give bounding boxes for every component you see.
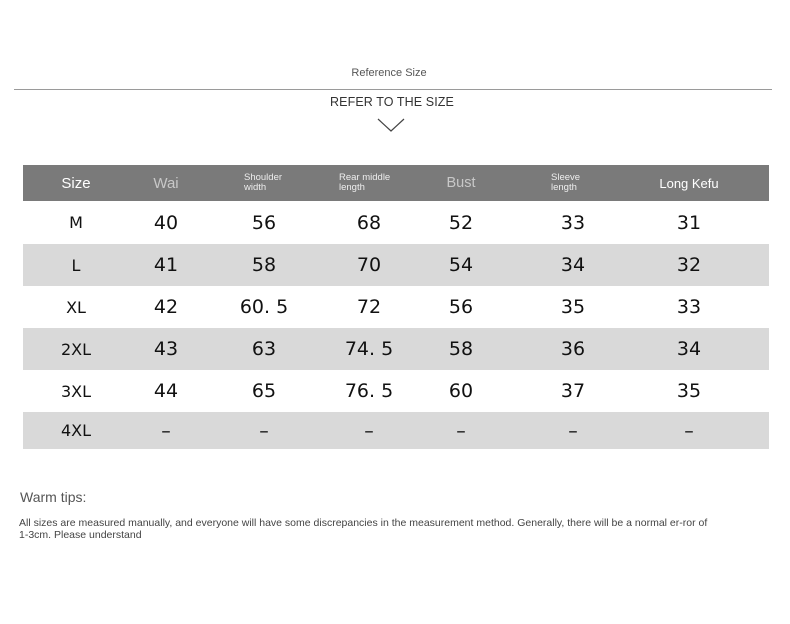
cell-size: XL bbox=[66, 297, 86, 317]
cell-wai: 43 bbox=[153, 338, 179, 360]
cell-bust: 58 bbox=[448, 338, 474, 360]
table-row bbox=[23, 244, 769, 286]
cell-shoulder: – bbox=[259, 419, 269, 442]
cell-shoulder: 63 bbox=[251, 338, 277, 360]
cell-sleeve: – bbox=[568, 419, 578, 442]
cell-rear: 72 bbox=[356, 296, 382, 318]
table-row bbox=[23, 286, 769, 328]
table-row bbox=[23, 370, 769, 412]
cell-long: 33 bbox=[676, 296, 702, 318]
header-rear-middle-length: Rear middle length bbox=[339, 172, 391, 193]
cell-long: 35 bbox=[676, 380, 702, 402]
table-row bbox=[23, 201, 769, 244]
cell-rear: 68 bbox=[356, 211, 382, 234]
cell-bust: 56 bbox=[448, 296, 474, 318]
warm-tips-title: Warm tips: bbox=[20, 489, 87, 505]
cell-wai: 40 bbox=[153, 211, 179, 234]
cell-sleeve: 34 bbox=[560, 254, 586, 276]
cell-rear: 76. 5 bbox=[344, 380, 394, 402]
cell-rear: – bbox=[364, 419, 374, 442]
cell-bust: 52 bbox=[448, 211, 474, 234]
reference-size-label: Reference Size bbox=[351, 67, 427, 79]
cell-size: 2XL bbox=[60, 339, 92, 359]
cell-sleeve: 37 bbox=[560, 380, 586, 402]
cell-long: 34 bbox=[676, 338, 702, 360]
cell-rear: 74. 5 bbox=[344, 338, 394, 360]
table-header-row bbox=[23, 165, 769, 201]
header-shoulder-width: Shoulder width bbox=[244, 172, 283, 193]
cell-wai: 42 bbox=[153, 296, 179, 318]
size-table bbox=[23, 165, 769, 449]
chevron-down-icon bbox=[376, 116, 406, 134]
cell-wai: – bbox=[161, 419, 171, 442]
table-row bbox=[23, 412, 769, 449]
cell-shoulder: 60. 5 bbox=[239, 296, 289, 318]
cell-long: 31 bbox=[676, 211, 702, 234]
cell-size: 3XL bbox=[60, 381, 92, 401]
cell-sleeve: 35 bbox=[560, 296, 586, 318]
cell-rear: 70 bbox=[356, 254, 382, 276]
cell-long: 32 bbox=[676, 254, 702, 276]
cell-size: 4XL bbox=[60, 421, 92, 440]
cell-wai: 44 bbox=[153, 380, 179, 402]
cell-size: M bbox=[69, 213, 83, 232]
divider-line bbox=[14, 89, 772, 90]
refer-to-size-title: REFER TO THE SIZE bbox=[330, 95, 454, 109]
cell-long: – bbox=[684, 419, 694, 442]
cell-bust: 54 bbox=[448, 254, 474, 276]
cell-shoulder: 58 bbox=[251, 254, 277, 276]
cell-shoulder: 56 bbox=[251, 211, 277, 234]
cell-shoulder: 65 bbox=[251, 380, 277, 402]
cell-bust: – bbox=[456, 419, 466, 442]
header-wai: Wai bbox=[153, 174, 179, 192]
table-row bbox=[23, 328, 769, 370]
cell-sleeve: 33 bbox=[560, 211, 586, 234]
cell-size: L bbox=[71, 255, 81, 275]
cell-bust: 60 bbox=[448, 380, 474, 402]
cell-sleeve: 36 bbox=[560, 338, 586, 360]
header-sleeve-length: Sleeve length bbox=[551, 172, 581, 193]
header-size: Size bbox=[61, 174, 91, 192]
header-long-kefu: Long Kefu bbox=[659, 175, 719, 191]
cell-wai: 41 bbox=[153, 254, 179, 276]
header-bust: Bust bbox=[446, 175, 476, 191]
warm-tips-text: All sizes are measured manually, and everyone will have some discrepancies in the measurement method. Generally, there will be a normal er-ror of 1-3cm. Please understand bbox=[19, 517, 708, 541]
